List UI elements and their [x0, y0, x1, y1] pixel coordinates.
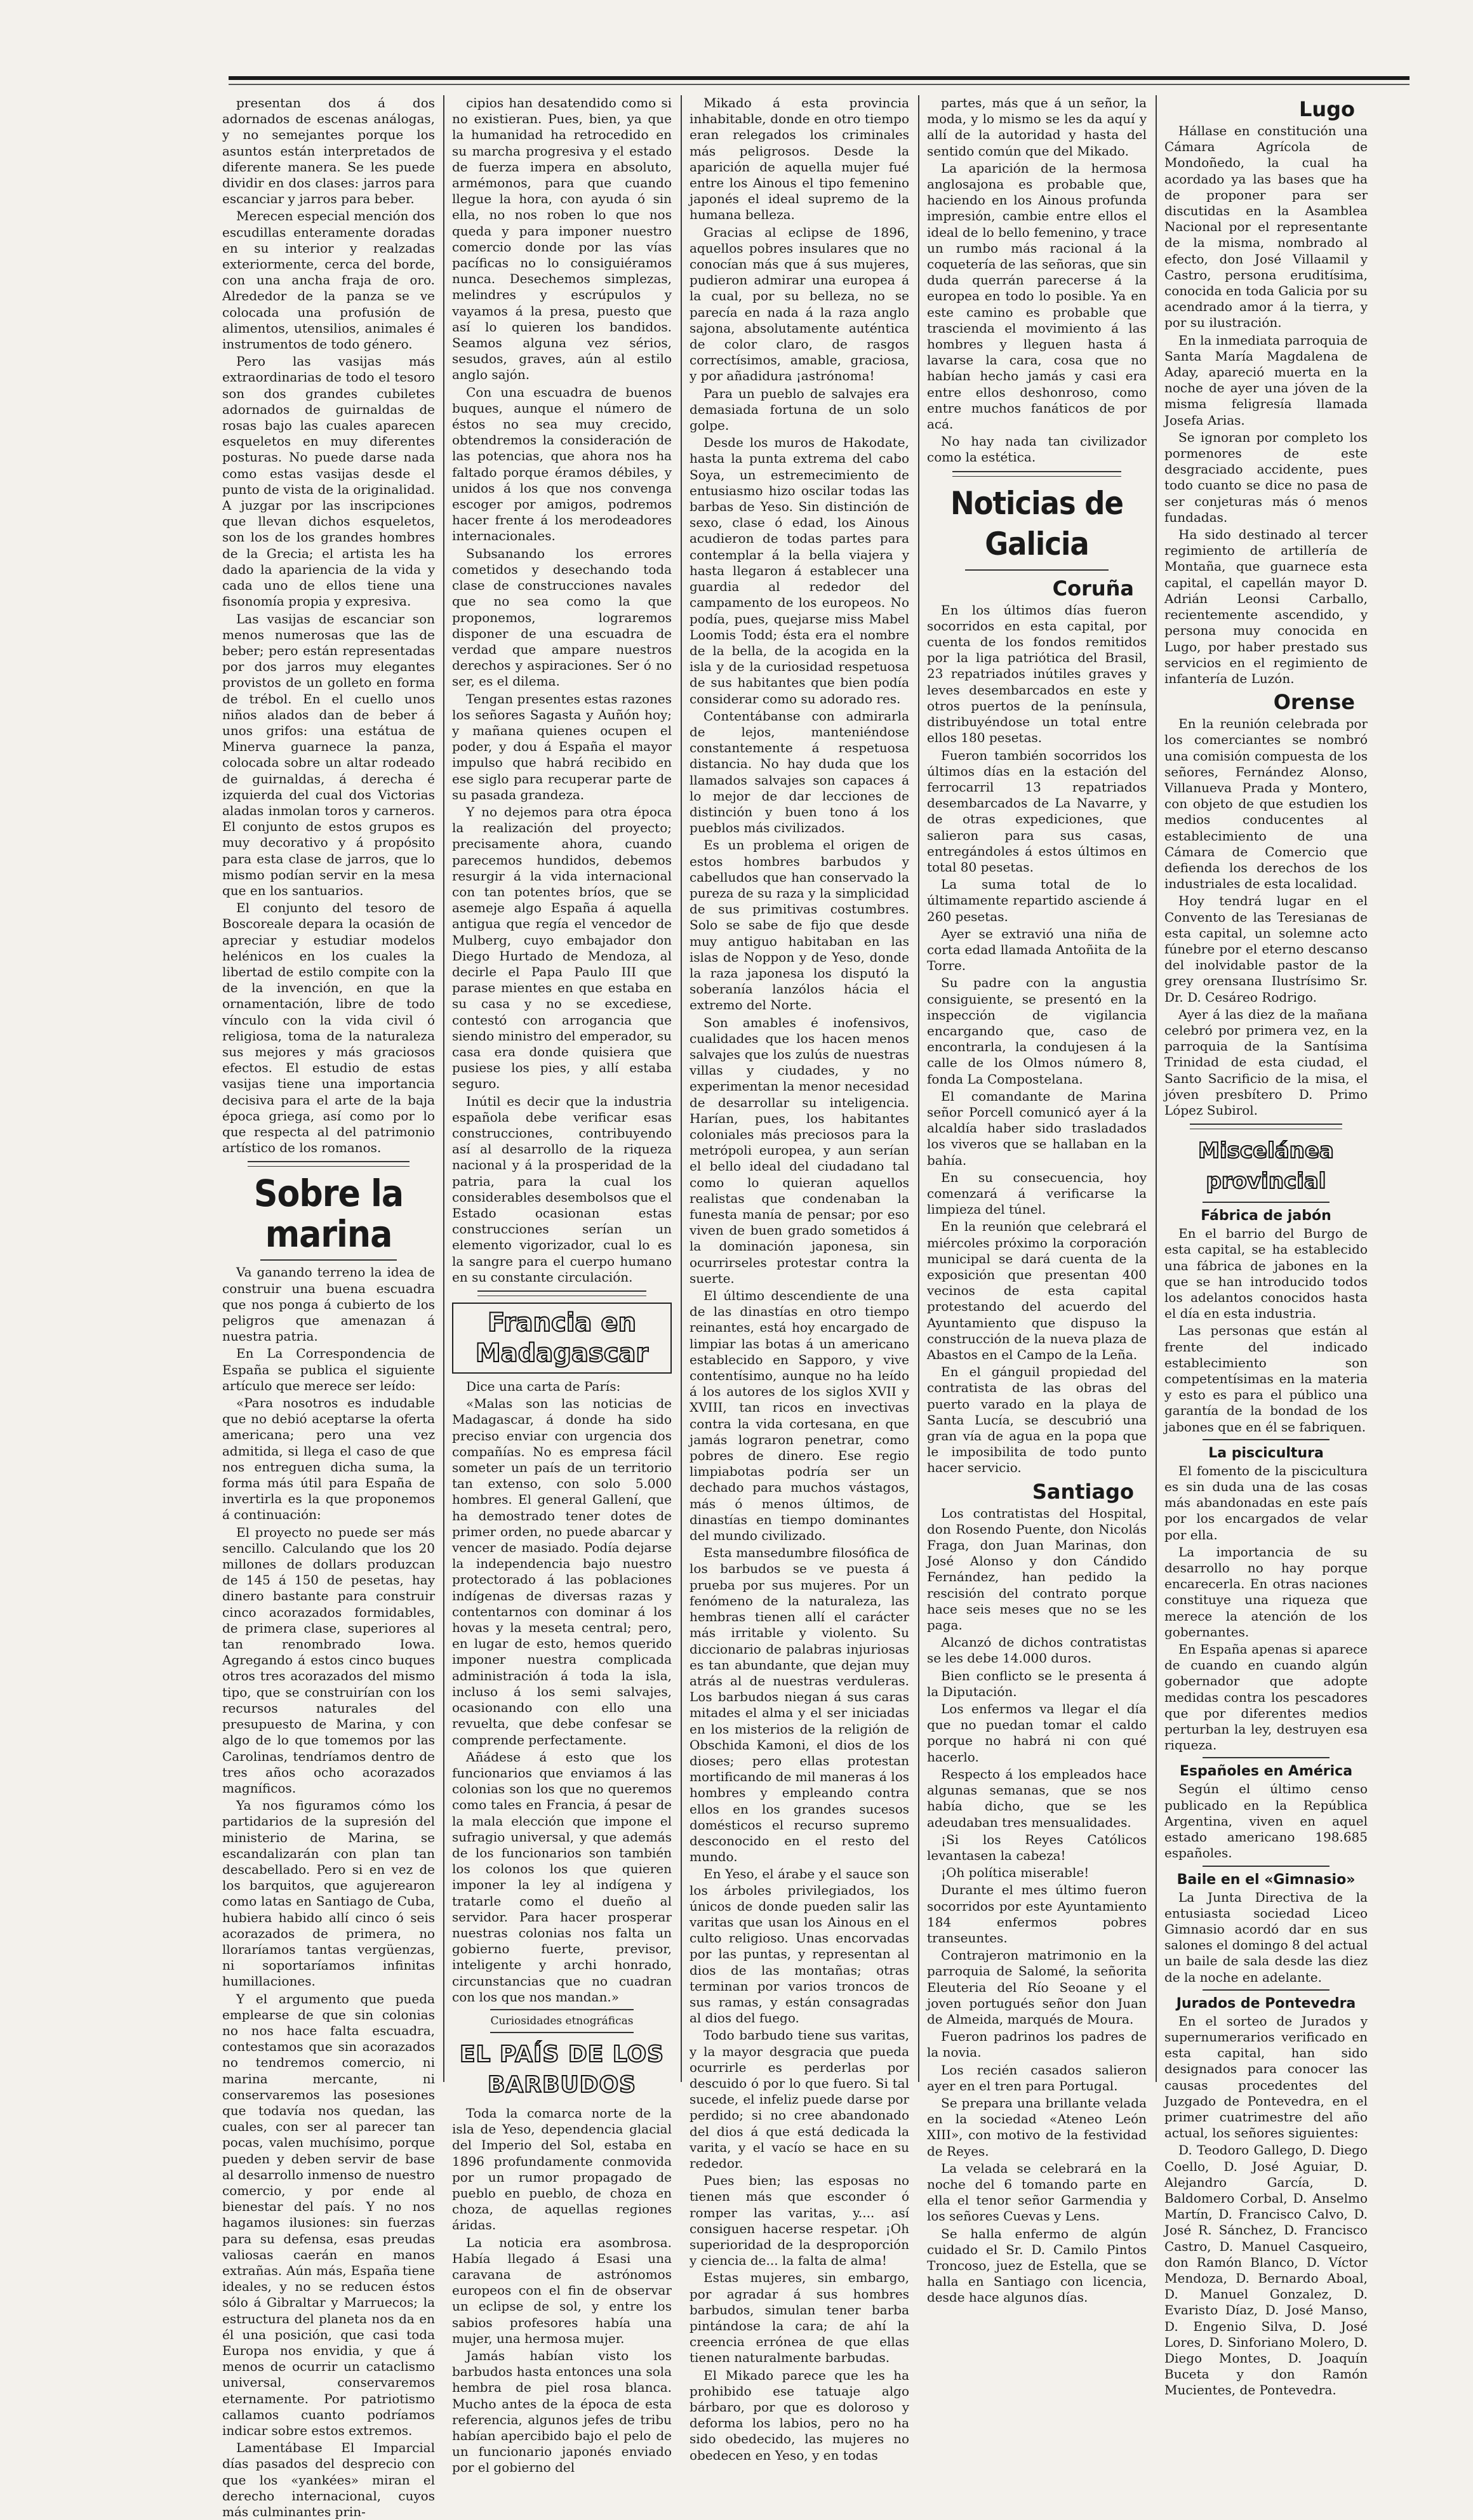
paragraph: En la inmediata parroquia de Santa María Magdalena de Aday, apareció muerta en la noche de ayer una jóven de la misma feligresía llamada Josefa Arias. [1164, 332, 1368, 428]
subheading-la-piscicultura: La piscicultura [1208, 1445, 1324, 1461]
paragraph: El conjunto del tesoro de Boscoreale depara la ocasión de apreciar y estudiar modelos helénicos en los cuales la libertad de estilo compite con la de la invención, en que la ornamentación, libre de todo vínculo con la vida civil ó religiosa, toma de la naturaleza sus mejores y más graciosos efectos. El estudio de estas vasijas tiene una importancia decisiva para el arte de la baja época griega, así como por lo que respecta al del patrimonio artístico de los romanos. [222, 900, 435, 1156]
paragraph: Ayer se extravió una niña de corta edad llamada Antoñita de la Torre. [927, 925, 1147, 974]
column-1 [222, 95, 435, 2520]
paragraph: Dice una carta de París: [466, 1379, 621, 1395]
section-rule [248, 1161, 410, 1167]
column-3 [690, 95, 909, 2463]
paragraph: En Yeso, el árabe y el sauce son los árboles privilegiados, los únicos de donde pueden salir las varitas que usan los Ainous en el culto religioso. Unas encorvadas por las puntas, y representan al dios de las montañas; otras terminan por varios troncos de sus ramas, y están consagradas al dios del fuego. [690, 1866, 909, 2026]
city-heading-orense: Orense [1273, 690, 1355, 715]
paragraph: Añádese á esto que los funcionarios que enviamos á las colonias son los que no queremos como tales en Francia, á pesar de la mala elección que impone el sufragio universal, y que además de los funcionarios son también los colonos los que quieren imponer la ley al indígena y tratarle como el dueño al servidor. Para hacer prosperar nuestras colonias nos falta un gobierno fuerte, previsor, inteligente y archi honrado, circunstancias que no cuadran con los que nos mandan.» [452, 1749, 672, 2005]
paragraph: Esta mansedumbre filosófica de los barbudos se ve puesta á prueba por sus mujeres. Por un fenómeno de la naturaleza, las hembras tienen allí el carácter más irritable y violento. Su diccionario de palabras injuriosas es tan abundante, que dejan muy atrás al de nuestras verduleras. Los barbudos niegan á sus caras mitades el alma y el ser iniciadas en los misterios de la religión de Obschida Kamoni, el dios de los dioses; pero ellas protestan mortificando de mil maneras á los hombres y empleando contra ellos en los grandes sucesos domésticos el recurso supremo desconocido en el resto del mundo. [690, 1545, 909, 1865]
paragraph: Pues bien; las esposas no tienen más que esconder ó romper las varitas, y.... así consiguen hacerse respetar. ¡Oh superioridad de la desproporción y ciencia de... la falta de alma! [690, 2173, 909, 2269]
paragraph: Ha sido destinado al tercer regimiento de artillería de Montaña, que guarnece esta capital, el capellán mayor D. Adrián Leonsi Carballo, recientemente ascendido, y persona muy conocida en Lugo, por haber prestado sus servicios en el regimiento de infantería de Luzón. [1164, 527, 1368, 686]
paragraph: La suma total de lo últimamente repartido asciende á 260 pesetas. [927, 877, 1147, 924]
paragraph: Se prepara una brillante velada en la sociedad «Ateneo León XIII», con motivo de la festividad de Reyes. [927, 2095, 1147, 2159]
paragraph: Respecto á los empleados hace algunas semanas, que se nos había dicho, que se les adeudaban tres mensualidades. [927, 1766, 1147, 1830]
column-divider [918, 95, 919, 2082]
section-label: Curiosidades etnográficas [490, 2014, 634, 2027]
column-2 [452, 95, 672, 2476]
paragraph: En el gánguil propiedad del contratista de las obras del puerto varado en la playa de Santa Lucía, se descubrió una gran vía de agua en la popa que le imposibilita de todo punto hacer servicio. [927, 1364, 1147, 1476]
paragraph: Hoy tendrá lugar en el Convento de las Teresianas de esta capital, un solemne acto fúnebre por el eterno descanso del inolvidable pastor de la grey orensana Ilustrísimo Sr. Dr. D. Cesáreo Rodrigo. [1164, 893, 1368, 1005]
paragraph: Son amables é inofensivos, cualidades que los hacen menos salvajes que los zulús de nuestras villas y ciudades, y no experimentan la menor necesidad de desarrollar su inteligencia. Harían, pues, los habitantes coloniales más preciosos para la metrópoli europea, y aun serían el bello ideal del ciudadano tal como lo quieran aquellos realistas que condenaban la funesta manía de pensar; por eso viven de buen grado sometidos á la dominación japonesa, sin ocurrirseles protestar contra la suerte. [690, 1014, 909, 1286]
paragraph: Durante el mes último fueron socorridos por este Ayuntamiento 184 enfermos pobres transeuntes. [927, 1882, 1147, 1946]
paragraph: En su consecuencia, hoy comenzará á verificarse la limpieza del túnel. [927, 1169, 1147, 1217]
paragraph: Ayer á las diez de la mañana celebró por primera vez, en la parroquia de la Santísima Trinidad de esta ciudad, el Santo Sacrificio de la misa, el jóven presbítero D. Primo López Subirol. [1164, 1006, 1368, 1118]
city-heading-coruna: Coruña [1052, 576, 1134, 600]
paragraph: En España apenas si aparece de cuando en cuando algún gobernador que adopte medidas contra los pescadores que por diferentes medios perturban la ley, destruyen esa riqueza. [1164, 1641, 1368, 1753]
paragraph: Para un pueblo de salvajes era demasiada fortuna de un solo golpe. [690, 385, 909, 434]
section-rule [1203, 1757, 1330, 1758]
paragraph: No hay nada tan civilizador como la estética. [927, 434, 1147, 465]
subheading-jurados-de-pontevedra: Jurados de Pontevedra [1176, 1995, 1356, 2012]
paragraph: En los últimos días fueron socorridos en esta capital, por cuenta de los fondos remitidos por la liga patriótica del Brasil, 23 repatriados inútiles graves y leves desembarcados en este y otros puertos de la península, distribuyéndose un total entre ellos 180 pesetas. [927, 602, 1147, 746]
paragraph: Merecen especial mención dos escudillas enteramente doradas en su interior y realzadas exteriormente, cerca del borde, con una ancha fraja de oro. Alrededor de la panza se ve colocada una profusión de alimentos, utensilios, animales é instrumentos de todo género. [222, 208, 435, 352]
paragraph: La importancia de su desarrollo no hay porque encarecerla. En otras naciones constituye una riqueza que merece la atención de los gobernantes. [1164, 1544, 1368, 1640]
column-divider [443, 95, 444, 2082]
masthead-rule-thin [229, 84, 1410, 85]
section-rule [965, 569, 1109, 571]
paragraph: Su padre con la angustia consiguiente, se presentó en la inspección de vigilancia encargando que, caso de encontrarla, la condujesen á la calle de los Olmos número 8, fonda La Compostelana. [927, 975, 1147, 1087]
paragraph: Según el último censo publicado en la República Argentina, viven en aquel estado americano 198.685 españoles. [1164, 1781, 1368, 1861]
paragraph: partes, más que á un señor, la moda, y lo mismo se les da aquí y allí de la autoridad y hasta del sentido común que del Mikado. [927, 95, 1147, 159]
paragraph: Con una escuadra de buenos buques, aunque el número de éstos no sea muy crecido, obtendremos la consideración de las potencias, que ahora nos ha faltado porque éramos débiles, y unidos á los que nos convenga escoger por amigos, podremos hacer frente á los merodeadores internacionales. [452, 384, 672, 544]
paragraph: Es un problema el origen de estos hombres barbudos y cabelludos que han conservado la pureza de su raza y la simplicidad de sus primitivas costumbres. Solo se sabe de fijo que desde muy antiguo habitaban en las islas de Noppon y de Yeso, donde la raza japonesa los disputó la soberanía lanzólos hácia el extremo del Norte. [690, 837, 909, 1013]
heading-francia-en-madagascar: Francia en Madagascar [452, 1303, 672, 1374]
paragraph: «Para nosotros es indudable que no debió aceptarse la oferta americana; pero una vez admitida, si llega el caso de que nos entreguen dicha suma, la forma más útil para España de invertirla es la que proponemos á continuación: [222, 1395, 435, 1523]
paragraph: D. Teodoro Gallego, D. Diego Coello, D. José Aguiar, D. Alejandro García, D. Baldomero Corbal, D. Anselmo Martín, D. Francisco Calvo, D. José R. Sánchez, D. Francisco Castro, D. Manuel Casqueiro, don Ramón Blanco, D. Víctor Mendoza, D. Bernardo Aboal, D. Manuel Gonzalez, D. Evaristo Díaz, D. José Manso, D. Engenio Silva, D. José Lores, D. Sinforiano Molero, D. Diego Montes, D. Joaquín Buceta y don Ramón Mucientes, de Pontevedra. [1164, 2142, 1368, 2398]
paragraph: Subsanando los errores cometidos y desechando toda clase de construcciones navales que no sea como la que proponemos, lograremos disponer de una escuadra de verdad que ampare nuestros derechos y aspiraciones. Ser ó no ser, es el dilema. [452, 545, 672, 689]
paragraph: Los enfermos va llegar el día que no puedan tomar el caldo porque no habrá ni con qué hacerlo. [927, 1701, 1147, 1765]
paragraph: Los contratistas del Hospital, don Rosendo Puente, don Nicolás Fraga, don Juan Marinas, don José Alonso y don Cándido Fernández, han pedido la rescisión del contrato porque hace seis meses que no se les paga. [927, 1505, 1147, 1633]
paragraph: Inútil es decir que la industria española debe verificar esas construcciones, contribuyendo así al desarrollo de la riqueza nacional y á la prosperidad de la patria, para la cual los considerables desembolsos que el Estado ocasionan estas construcciones serían un elemento vigorizador, cual lo es la sangre para el cuerpo humano en su constante circulación. [452, 1093, 672, 1285]
section-rule [1190, 1124, 1342, 1129]
paragraph: Contrajeron matrimonio en la parroquia de Salomé, la señorita Eleuteria del Río Seoane y el joven portugués señor don Juan de Almeida, marqués de Moura. [927, 1947, 1147, 2027]
paragraph: La Junta Directiva de la entusiasta sociedad Liceo Gimnasio acordó dar en sus salones el domingo 8 del actual un baile de sala desde las diez de la noche en adelante. [1164, 1889, 1368, 1985]
heading-noticias-de-galicia: Noticias de Galicia [950, 484, 1124, 562]
subheading-fabrica-de-jabon: Fábrica de jabón [1201, 1208, 1331, 1224]
paragraph: El fomento de la piscicultura es sin duda una de las cosas más abandonadas en este país por los encargados de velar por ella. [1164, 1462, 1368, 1542]
paragraph: Las vasijas de escanciar son menos numerosas que las de beber; pero están representadas por dos jarros muy elegantes provistos de un golleto en forma de trébol. En el cuello unos niños alados dan de beber á unos grifos: una estátua de Minerva guarnece la panza, colocada sobre un altar rodeado de guirnaldas, á derecha é izquierda del cual dos Victorias aladas inmolan toros y carneros. El conjunto de estos grupos es muy decorativo y á propósito para esta clase de jarros, que lo mismo podían servir en la mesa que en los santuarios. [222, 611, 435, 898]
paragraph: Mikado á esta provincia inhabitable, donde en otro tiempo eran relegados los criminales más peligrosos. Desde la aparición de aquella mujer fué entre los Ainous el tipo femenino japonés el ideal supremo de la humana belleza. [690, 95, 909, 223]
subheading-espanoles-en-america: Españoles en América [1179, 1763, 1353, 1780]
column-5 [1164, 95, 1368, 2398]
section-rule [490, 2009, 634, 2010]
heading-miscelanea-provincial: Miscelánea provincial [1198, 1138, 1334, 1195]
paragraph: Las personas que están al frente del indicado establecimiento son competentísimas en la materia y esto es para el público una garantía de la bondad de los jabones que en él se fabriquen. [1164, 1323, 1368, 1435]
heading-el-pais-de-los-barbudos: EL PAÍS DE LOS BARBUDOS [459, 2041, 665, 2098]
subheading-baile-en-el-gimnasio: Baile en el «Gimnasio» [1176, 1871, 1356, 1888]
paragraph: El último descendiente de una de las dinastías en otro tiempo reinantes, está hoy encargado de limpiar las botas á un americano establecido en Sapporo, y vive contentísimo, aunque no ha leído á los autores de los siglos XVII y XVIII, tan ricos en invectivas contra la vida cortesana, en que jamás lograron penetrar, como pobres de dinero. Ese regio limpiabotas podría ser un dechado para muchos vástagos, más ó menos últimos, de dinastías en tiempo dominantes del mundo civilizado. [690, 1288, 909, 1544]
city-heading-santiago: Santiago [1032, 1479, 1134, 1504]
section-rule [1203, 1439, 1330, 1440]
paragraph: Pero las vasijas más extraordinarias de todo el tesoro son dos grandes cubiletes adornados de guirnaldas de rosas bajo las cuales aparecen esqueletos en muy diferentes posturas. No puede darse nada como estas vasijas desde el punto de vista de la originalidad. A juzgar por las inscripciones que llevan dichos esqueletos, son los de los grandes hombres de la Grecia; el artista les ha dado la apariencia de la vida y cada uno de ellos tiene una fisonomía propia y expresiva. [222, 354, 435, 609]
paragraph: Ya nos figuramos cómo los partidarios de la supresión del ministerio de Marina, se escandalizarán con plan tan descabellado. Pero si en vez de los barquitos, que agujerearon como latas en Santiago de Cuba, hubiera habido allí cinco ó seis acorazados de primera, no lloraríamos tantas vergüenzas, ni soportaríamos infinitas humillaciones. [222, 1798, 435, 1989]
column-divider [1156, 95, 1157, 2082]
paragraph: Contentábanse con admirarla de lejos, manteniéndose constantemente á respetuosa distancia. No hay duda que los llamados salvajes son capaces á lo mejor de dar lecciones de distinción y buen tono á los pueblos más civilizados. [690, 708, 909, 836]
paragraph: La velada se celebrará en la noche del 6 tomando parte en ella el tenor señor Garmendia y los señores Cuevas y Lens. [927, 2160, 1147, 2224]
paragraph: Alcanzó de dichos contratistas se les debe 14.000 duros. [927, 1635, 1147, 1666]
paragraph: ¡Oh política miserable! [941, 1865, 1090, 1881]
section-rule [1203, 1989, 1330, 1991]
paragraph: Gracias al eclipse de 1896, aquellos pobres insulares que no conocían más que á sus mujeres, pudieron admirar una europea á la cual, por su belleza, no se parecía en nada á la raza anglo sajona, absolutamente auténtica de color claro, de rasgos correctísimos, amable, graciosa, y por añadidura ¡astrónoma! [690, 224, 909, 384]
paragraph: Desde los muros de Hakodate, hasta la punta extrema del cabo Soya, un estremecimiento de entusiasmo hizo oscilar todas las barbas de Yeso. Sin distinción de sexo, clase ó edad, los Ainous acudieron de todas partes para contemplar á la bella viajera y hasta llegaron á establecer una guardia al rededor del campamento de los europeos. No podía, pues, quejarse miss Mabel Loomis Todd; ésta era el nombre de la bella, de la acogida en la isla y de la curiosidad respetuosa de sus habitantes que bien podía considerar como su adorado res. [690, 435, 909, 706]
masthead-rule [229, 76, 1410, 80]
paragraph: En La Correspondencia de España se publica el siguiente artículo que merece ser leído: [222, 1346, 435, 1393]
section-rule [1203, 1202, 1330, 1203]
section-rule [1203, 1866, 1330, 1867]
paragraph: Y el argumento que pueda emplearse de que sin colonias no nos hace falta escuadra, contestamos que sin acorazados no tendremos comercio, ni marina mercante, ni conservaremos las posesiones que todavía nos quedan, las cuales, con ser al parecer tan pocas, valen muchísimo, porque pueden y deben servir de base al desarrollo inmenso de nuestro comercio, y por ende al bienestar del país. Y no nos hagamos ilusiones: sin fuerzas para su defensa, esas preudas valiosas caerán en manos extrañas. Aún más, España tiene ideales, y no se reducen éstos sólo á Gibraltar y Marruecos; la estructura del planeta nos da en él una posición, que casi toda Europa nos envidia, y que á menos de ocurrir un cataclismo universal, conservaremos eternamente. Por patriotismo callamos cuanto podríamos indicar sobre estos extremos. [222, 1991, 435, 2439]
paragraph: En la reunión que celebrará el miércoles próximo la corporación municipal se dará cuenta de la exposición que presentan 400 vecinos de esta capital protestando del acuerdo del Ayuntamiento que dispuso la construcción de la nueva plaza de Abastos en el Campo de la Leña. [927, 1219, 1147, 1363]
paragraph: Estas mujeres, sin embargo, por agradar á sus hombres barbudos, simulan tener barba pintándose la cara; de ahí la creencia errónea de que ellas tienen naturalmente barbudas. [690, 2270, 909, 2366]
section-rule [260, 1259, 397, 1261]
paragraph: Va ganando terreno la idea de construir una buena escuadra que nos ponga á cubierto de los peligros que amenazan á nuestra patria. [222, 1264, 435, 1344]
paragraph: Lamentábase El Imparcial días pasados del desprecio con que los «yankées» miran el derecho internacional, cuyos más culminantes prin- [222, 2440, 435, 2520]
paragraph: La noticia era asombrosa. Había llegado á Esasi una caravana de astrónomos europeos con el fin de observar un eclipse de sol, y entre los sabios profesores había una mujer, una hermosa mujer. [452, 2234, 672, 2346]
paragraph: Se ignoran por completo los pormenores de este desgraciado accidente, pues todo cuanto se dice no pasa de ser conjeturas más ó menos fundadas. [1164, 429, 1368, 525]
section-rule [477, 1290, 646, 1296]
paragraph: presentan dos á dos adornados de escenas análogas, y no semejantes porque los asuntos están interpretados de diferente manera. Se les puede dividir en dos clases: jarros para escanciar y jarros para beber. [222, 95, 435, 207]
paragraph: Y no dejemos para otra época la realización del proyecto; precisamente ahora, cuando parecemos hundidos, debemos resurgir á la vida internacional con tan potentes bríos, que se asemeje algo España á aquella antigua que regía el vencedor de Mulberg, cuyo embajador don Diego Hurtado de Mendoza, al decirle el Papa Paulo III que parase mientes en que estaba en su casa y no se excediese, contestó con arrogancia que siendo ministro del emperador, su casa era donde quisiera que pusiese los pies, y allí estaba seguro. [452, 804, 672, 1092]
column-4 [927, 95, 1147, 2305]
column-divider [681, 95, 682, 2082]
paragraph: Todo barbudo tiene sus varitas, y la mayor desgracia que pueda ocurrirle es perderlas por descuido ó por lo que fuero. Si tal sucede, el infeliz puede darse por perdido; si no cree abandonado del dios á que está dedicada la varita, y el vacío se hace en su rededor. [690, 2027, 909, 2171]
section-rule [490, 2032, 634, 2033]
paragraph: El comandante de Marina señor Porcell comunicó ayer á la alcaldía haber sido trasladados los viveros que se hallaban en la bahía. [927, 1088, 1147, 1168]
city-heading-lugo: Lugo [1298, 97, 1355, 121]
paragraph: «Malas son las noticias de Madagascar, á donde ha sido preciso enviar con urgencia dos compañías. No es empresa fácil someter un país de un territorio tan extenso, con solo 5.000 hombres. El general Gallení, que ha demostrado tener dotes de primer orden, no puede abarcar y vencer de masiado. Podía dejarse la independencia bajo nuestro protectorado á las poblaciones indígenas de diversas razas y contentarnos con dominar á los hovas y la meseta central; pero, en lugar de esto, hemos querido imponer nuestra complicada administración á toda la isla, incluso á los semi salvajes, ocasionando con ello una revuelta, que debe confesar se comprende perfectamente. [452, 1396, 672, 1747]
paragraph: En la reunión celebrada por los comerciantes se nombró una comisión compuesta de los señores, Fernández Alonso, Villanueva Prada y Montero, con objeto de que estudien los medios conducentes al establecimiento de una Cámara de Comercio que defienda los derechos de los industriales de esta localidad. [1164, 716, 1368, 892]
paragraph: Se halla enfermo de algún cuidado el Sr. D. Camilo Pintos Troncoso, juez de Estella, que se halla en Santiago con licencia, desde hace algunos días. [927, 2225, 1147, 2305]
paragraph: Fueron padrinos los padres de la novia. [927, 2029, 1147, 2060]
paragraph: ¡Si los Reyes Católicos levantasen la cabeza! [927, 1831, 1147, 1863]
paragraph: En el sorteo de Jurados y supernumerarios verificado en esta capital, han sido designados para conocer las causas procedentes del Juzgado de Pontevedra, en el primer cuatrimestre del año actual, los señores siguientes: [1164, 2013, 1368, 2141]
paragraph: Toda la comarca norte de la isla de Yeso, dependencia glacial del Imperio del Sol, estaba en 1896 profundamente conmovida por un rumor propagado de pueblo en pueblo, de choza en choza, de aquellas regiones áridas. [452, 2105, 672, 2233]
section-rule [952, 471, 1121, 477]
paragraph: Fueron también socorridos los últimos días en la estación del ferrocarril 13 repatriados desembarcados de La Navarre, y de otras expediciones, que salieron para sus casas, entregándoles á estos últimos en total 80 pesetas. [927, 747, 1147, 875]
paragraph: Bien conflicto se le presenta á la Diputación. [927, 1668, 1147, 1699]
paragraph: Hállase en constitución una Cámara Agrícola de Mondoñedo, la cual ha acordado ya las bases que ha de proponer para ser discutidas en la Asamblea Nacional por el representante de la misma, nombrado al efecto, don José Villaamil y Castro, persona eruditísima, conocida en toda Galicia por su acendrado amor á la tierra, y por su ilustración. [1164, 123, 1368, 331]
paragraph: En el barrio del Burgo de esta capital, se ha establecido una fábrica de jabones en la que se han introducido todos los adelantos conocidos hasta el día en esta industria. [1164, 1226, 1368, 1322]
paragraph: Jamás habían visto los barbudos hasta entonces una sola hembra de piel rosa blanca. Mucho antes de la época de esta referencia, algunos jefes de tribu habían apercibido bajo el pelo de un funcionario japonés enviado por el gobierno del [452, 2348, 672, 2476]
paragraph: El proyecto no puede ser más sencillo. Calculando que los 20 millones de dollars produzcan de 145 á 150 de pesetas, hay dinero bastante para construir cinco acorazados formidables, de primera clase, superiores al tan renombrado Iowa. Agregando á estos cinco buques otros tres acorazados del mismo tipo, que se construirían con los recursos naturales del presupuesto de Marina, y con algo de lo que tomemos por las Carolinas, tendríamos dentro de tres años ocho acorazados magníficos. [222, 1524, 435, 1796]
paragraph: Los recién casados salieron ayer en el tren para Portugal. [927, 2062, 1147, 2093]
paragraph: Tengan presentes estas razones los señores Sagasta y Auñón hoy; y mañana quienes ocupen el poder, y dou á España el mayor impulso que habrá recibido en ese siglo para recuperar parte de su pasada grandeza. [452, 691, 672, 802]
paragraph: La aparición de la hermosa anglosajona es probable que, haciendo en los Ainous profunda impresión, cambie entre ellos el ideal de lo bello femenino, y trace un rumbo más racional á la coquetería de las señoras, que sin duda querrán parecerse á la europea en todo lo posible. Ya en este camino es probable que trascienda el movimiento á las hombres y lleguen hasta á lavarse la cara, cosa que no habían hecho jamás y casi era entre ellos deshonroso, como entre muchos fanáticos de por acá. [927, 160, 1147, 432]
paragraph: cipios han desatendido como si no existieran. Pues, bien, ya que la humanidad ha retrocedido en su marcha progresiva y el estado de fuerza impera en absoluto, armémonos, para que cuando llegue la hora, con ayuda ó sin ella, no nos roben lo que nos queda y para imponer nuestro comercio donde por las vías pacíficas no lo consiguiéramos nunca. Desechemos simplezas, melindres y escrúpulos y vayamos á la presa, puesto que así lo quieren los bandidos. Seamos alguna vez sérios, sesudos, graves, aún al estilo anglo sajón. [452, 95, 672, 383]
paragraph: El Mikado parece que les ha prohibido ese tatuaje algo bárbaro, por que es doloroso y deforma los labios, pero no ha sido obedecido, las mujeres no obedecen en Yeso, y en todas [690, 2367, 909, 2463]
heading-sobre-la-marina: Sobre la marina [253, 1172, 404, 1256]
